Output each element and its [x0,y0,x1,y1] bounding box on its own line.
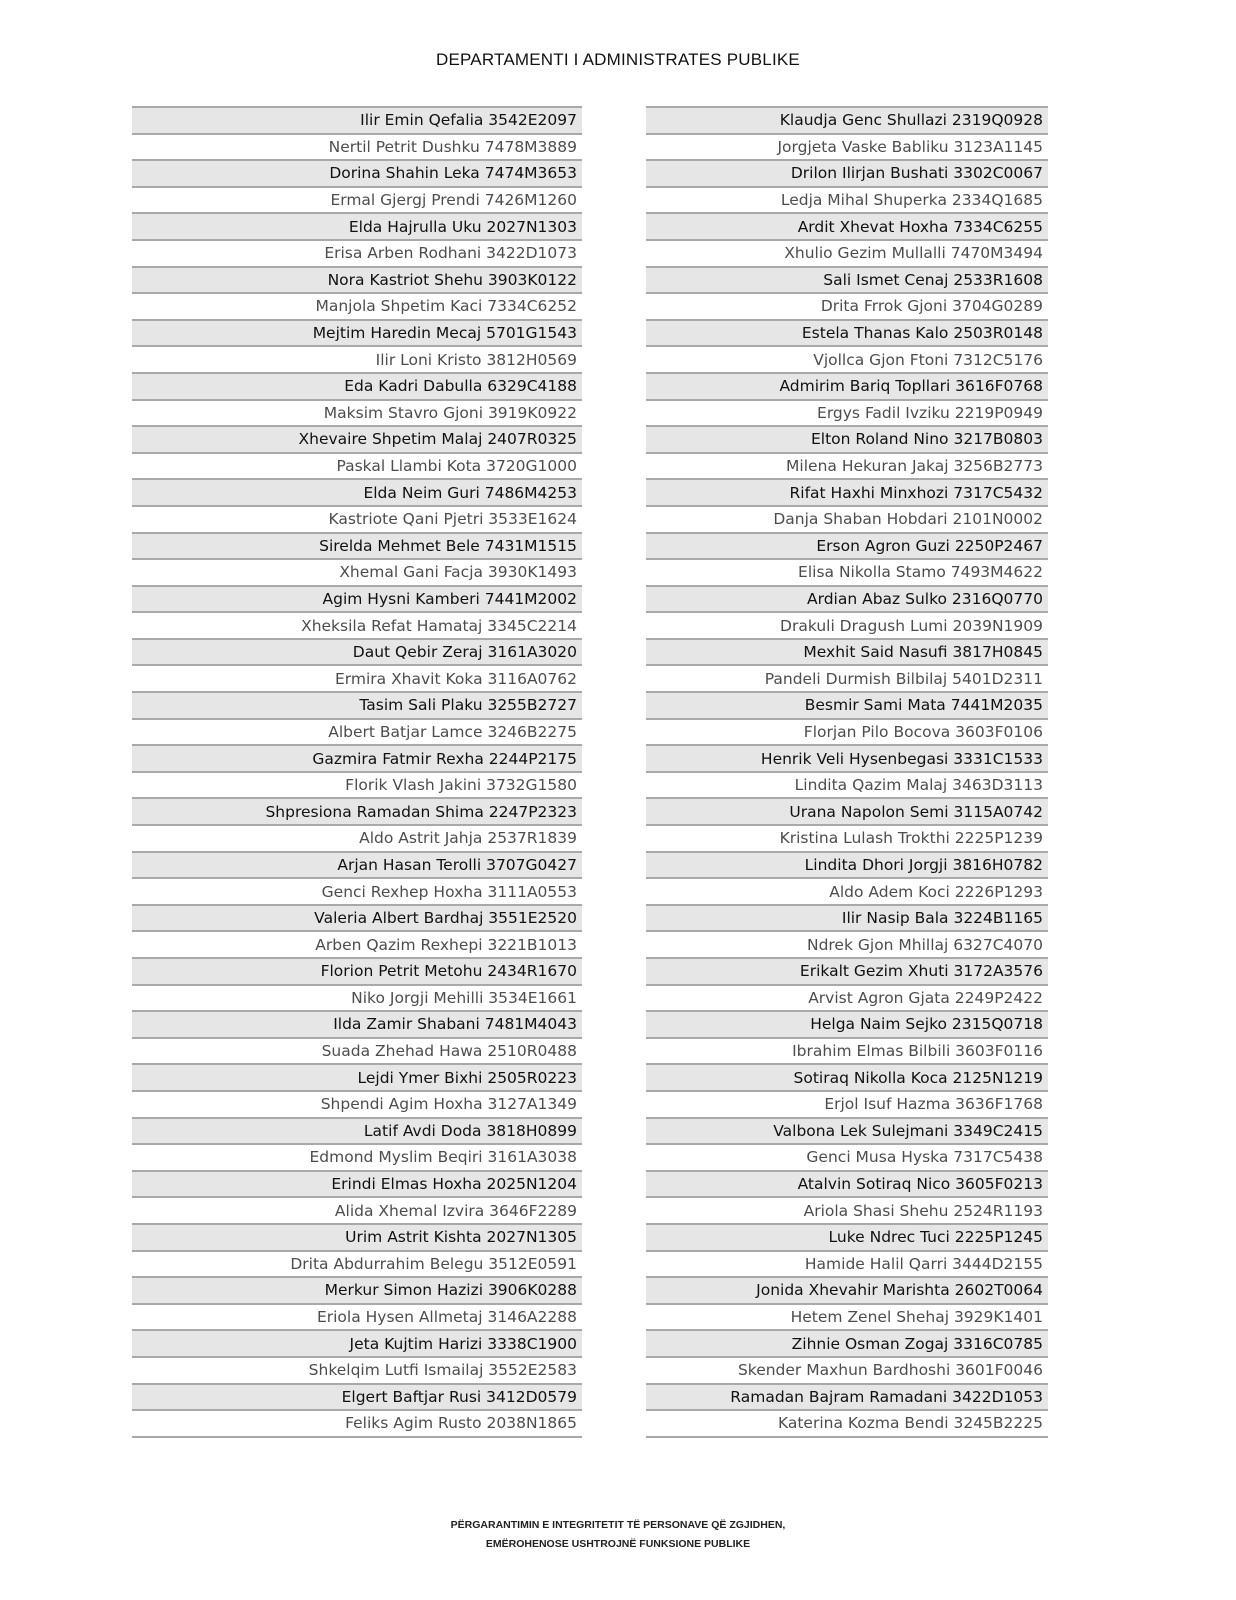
list-item: Danja Shaban Hobdari 2101N0002 [646,505,1048,532]
list-item: Ilir Loni Kristo 3812H0569 [132,345,582,372]
list-item: Urim Astrit Kishta 2027N1305 [132,1223,582,1250]
list-item: Kastriote Qani Pjetri 3533E1624 [132,505,582,532]
list-item: Ilda Zamir Shabani 7481M4043 [132,1010,582,1037]
list-item: Niko Jorgji Mehilli 3534E1661 [132,984,582,1011]
list-item: Ardian Abaz Sulko 2316Q0770 [646,585,1048,612]
left-name-list [132,106,582,1438]
list-item: Klaudja Genc Shullazi 2319Q0928 [646,106,1048,133]
list-item: Elda Neim Guri 7486M4253 [132,478,582,505]
list-item: Admirim Bariq Topllari 3616F0768 [646,372,1048,399]
list-item: Merkur Simon Hazizi 3906K0288 [132,1276,582,1303]
list-item: Ermira Xhavit Koka 3116A0762 [132,664,582,691]
list-item: Erson Agron Guzi 2250P2467 [646,532,1048,559]
list-item: Shpresiona Ramadan Shima 2247P2323 [132,797,582,824]
list-item: Xhemal Gani Facja 3930K1493 [132,558,582,585]
list-item: Manjola Shpetim Kaci 7334C6252 [132,292,582,319]
list-item: Milena Hekuran Jakaj 3256B2773 [646,452,1048,479]
list-item: Henrik Veli Hysenbegasi 3331C1533 [646,744,1048,771]
list-item: Ilir Emin Qefalia 3542E2097 [132,106,582,133]
list-item: Ilir Nasip Bala 3224B1165 [646,904,1048,931]
list-item: Ardit Xhevat Hoxha 7334C6255 [646,212,1048,239]
list-item: Luke Ndrec Tuci 2225P1245 [646,1223,1048,1250]
list-item: Nertil Petrit Dushku 7478M3889 [132,133,582,160]
list-item: Mexhit Said Nasufi 3817H0845 [646,638,1048,665]
list-item: Drita Frrok Gjoni 3704G0289 [646,292,1048,319]
list-item: Erjol Isuf Hazma 3636F1768 [646,1090,1048,1117]
list-item: Shpendi Agim Hoxha 3127A1349 [132,1090,582,1117]
list-item: Erindi Elmas Hoxha 2025N1204 [132,1170,582,1197]
list-item: Pandeli Durmish Bilbilaj 5401D2311 [646,664,1048,691]
list-item: Rifat Haxhi Minxhozi 7317C5432 [646,478,1048,505]
list-item: Suada Zhehad Hawa 2510R0488 [132,1037,582,1064]
list-item: Latif Avdi Doda 3818H0899 [132,1117,582,1144]
list-item: Drita Abdurrahim Belegu 3512E0591 [132,1250,582,1277]
list-item: Elda Hajrulla Uku 2027N1303 [132,212,582,239]
list-item: Florjan Pilo Bocova 3603F0106 [646,718,1048,745]
list-item: Nora Kastriot Shehu 3903K0122 [132,266,582,293]
list-item: Eriola Hysen Allmetaj 3146A2288 [132,1303,582,1330]
list-item: Agim Hysni Kamberi 7441M2002 [132,585,582,612]
list-item: Xhevaire Shpetim Malaj 2407R0325 [132,425,582,452]
list-item: Arben Qazim Rexhepi 3221B1013 [132,930,582,957]
list-item: Erikalt Gezim Xhuti 3172A3576 [646,957,1048,984]
list-item: Eda Kadri Dabulla 6329C4188 [132,372,582,399]
footer-line-1: PËRGARANTIMIN E INTEGRITETIT TË PERSONAVE QË ZGJIDHEN, [450,1519,786,1531]
list-item: Jeta Kujtim Harizi 3338C1900 [132,1329,582,1356]
list-item: Drakuli Dragush Lumi 2039N1909 [646,611,1048,638]
list-item: Tasim Sali Plaku 3255B2727 [132,691,582,718]
list-item: Ergys Fadil Ivziku 2219P0949 [646,399,1048,426]
page-footer [0,1516,1236,1554]
list-item: Genci Rexhep Hoxha 3111A0553 [132,877,582,904]
list-item: Shkelqim Lutfi Ismailaj 3552E2583 [132,1356,582,1383]
list-item: Besmir Sami Mata 7441M2035 [646,691,1048,718]
list-item: Maksim Stavro Gjoni 3919K0922 [132,399,582,426]
list-item: Dorina Shahin Leka 7474M3653 [132,159,582,186]
list-item: Helga Naim Sejko 2315Q0718 [646,1010,1048,1037]
list-item: Valbona Lek Sulejmani 3349C2415 [646,1117,1048,1144]
list-item: Arjan Hasan Terolli 3707G0427 [132,851,582,878]
list-item: Mejtim Haredin Mecaj 5701G1543 [132,319,582,346]
list-end-rule [646,1436,1048,1438]
list-item: Sotiraq Nikolla Koca 2125N1219 [646,1063,1048,1090]
list-item: Erisa Arben Rodhani 3422D1073 [132,239,582,266]
list-item: Lindita Dhori Jorgji 3816H0782 [646,851,1048,878]
list-item: Hetem Zenel Shehaj 3929K1401 [646,1303,1048,1330]
list-end-rule [132,1436,582,1438]
list-item: Feliks Agim Rusto 2038N1865 [132,1409,582,1436]
list-item: Aldo Astrit Jahja 2537R1839 [132,824,582,851]
list-item: Xhulio Gezim Mullalli 7470M3494 [646,239,1048,266]
footer-line-2: EMËROHENOSE USHTROJNË FUNKSIONE PUBLIKE [485,1538,751,1550]
list-item: Ramadan Bajram Ramadani 3422D1053 [646,1383,1048,1410]
list-item: Florik Vlash Jakini 3732G1580 [132,771,582,798]
list-item: Ndrek Gjon Mhillaj 6327C4070 [646,930,1048,957]
right-name-list [646,106,1048,1438]
list-item: Arvist Agron Gjata 2249P2422 [646,984,1048,1011]
list-item: Lindita Qazim Malaj 3463D3113 [646,771,1048,798]
list-item: Atalvin Sotiraq Nico 3605F0213 [646,1170,1048,1197]
list-item: Elton Roland Nino 3217B0803 [646,425,1048,452]
list-item: Valeria Albert Bardhaj 3551E2520 [132,904,582,931]
list-item: Elgert Baftjar Rusi 3412D0579 [132,1383,582,1410]
list-item: Estela Thanas Kalo 2503R0148 [646,319,1048,346]
list-item: Paskal Llambi Kota 3720G1000 [132,452,582,479]
list-item: Elisa Nikolla Stamo 7493M4622 [646,558,1048,585]
list-item: Aldo Adem Koci 2226P1293 [646,877,1048,904]
list-item: Ledja Mihal Shuperka 2334Q1685 [646,186,1048,213]
list-item: Sirelda Mehmet Bele 7431M1515 [132,532,582,559]
list-item: Sali Ismet Cenaj 2533R1608 [646,266,1048,293]
list-item: Jorgjeta Vaske Babliku 3123A1145 [646,133,1048,160]
list-item: Skender Maxhun Bardhoshi 3601F0046 [646,1356,1048,1383]
list-item: Urana Napolon Semi 3115A0742 [646,797,1048,824]
list-item: Daut Qebir Zeraj 3161A3020 [132,638,582,665]
list-item: Vjollca Gjon Ftoni 7312C5176 [646,345,1048,372]
page-title: DEPARTAMENTI I ADMINISTRATES PUBLIKE [436,50,800,69]
list-item: Jonida Xhevahir Marishta 2602T0064 [646,1276,1048,1303]
list-item: Lejdi Ymer Bixhi 2505R0223 [132,1063,582,1090]
list-item: Ariola Shasi Shehu 2524R1193 [646,1196,1048,1223]
list-item: Katerina Kozma Bendi 3245B2225 [646,1409,1048,1436]
list-item: Kristina Lulash Trokthi 2225P1239 [646,824,1048,851]
list-item: Ibrahim Elmas Bilbili 3603F0116 [646,1037,1048,1064]
list-item: Zihnie Osman Zogaj 3316C0785 [646,1329,1048,1356]
list-item: Edmond Myslim Beqiri 3161A3038 [132,1143,582,1170]
list-item: Xheksila Refat Hamataj 3345C2214 [132,611,582,638]
list-item: Genci Musa Hyska 7317C5438 [646,1143,1048,1170]
list-item: Florion Petrit Metohu 2434R1670 [132,957,582,984]
list-item: Gazmira Fatmir Rexha 2244P2175 [132,744,582,771]
list-item: Ermal Gjergj Prendi 7426M1260 [132,186,582,213]
list-item: Drilon Ilirjan Bushati 3302C0067 [646,159,1048,186]
list-item: Hamide Halil Qarri 3444D2155 [646,1250,1048,1277]
list-item: Alida Xhemal Izvira 3646F2289 [132,1196,582,1223]
list-item: Albert Batjar Lamce 3246B2275 [132,718,582,745]
